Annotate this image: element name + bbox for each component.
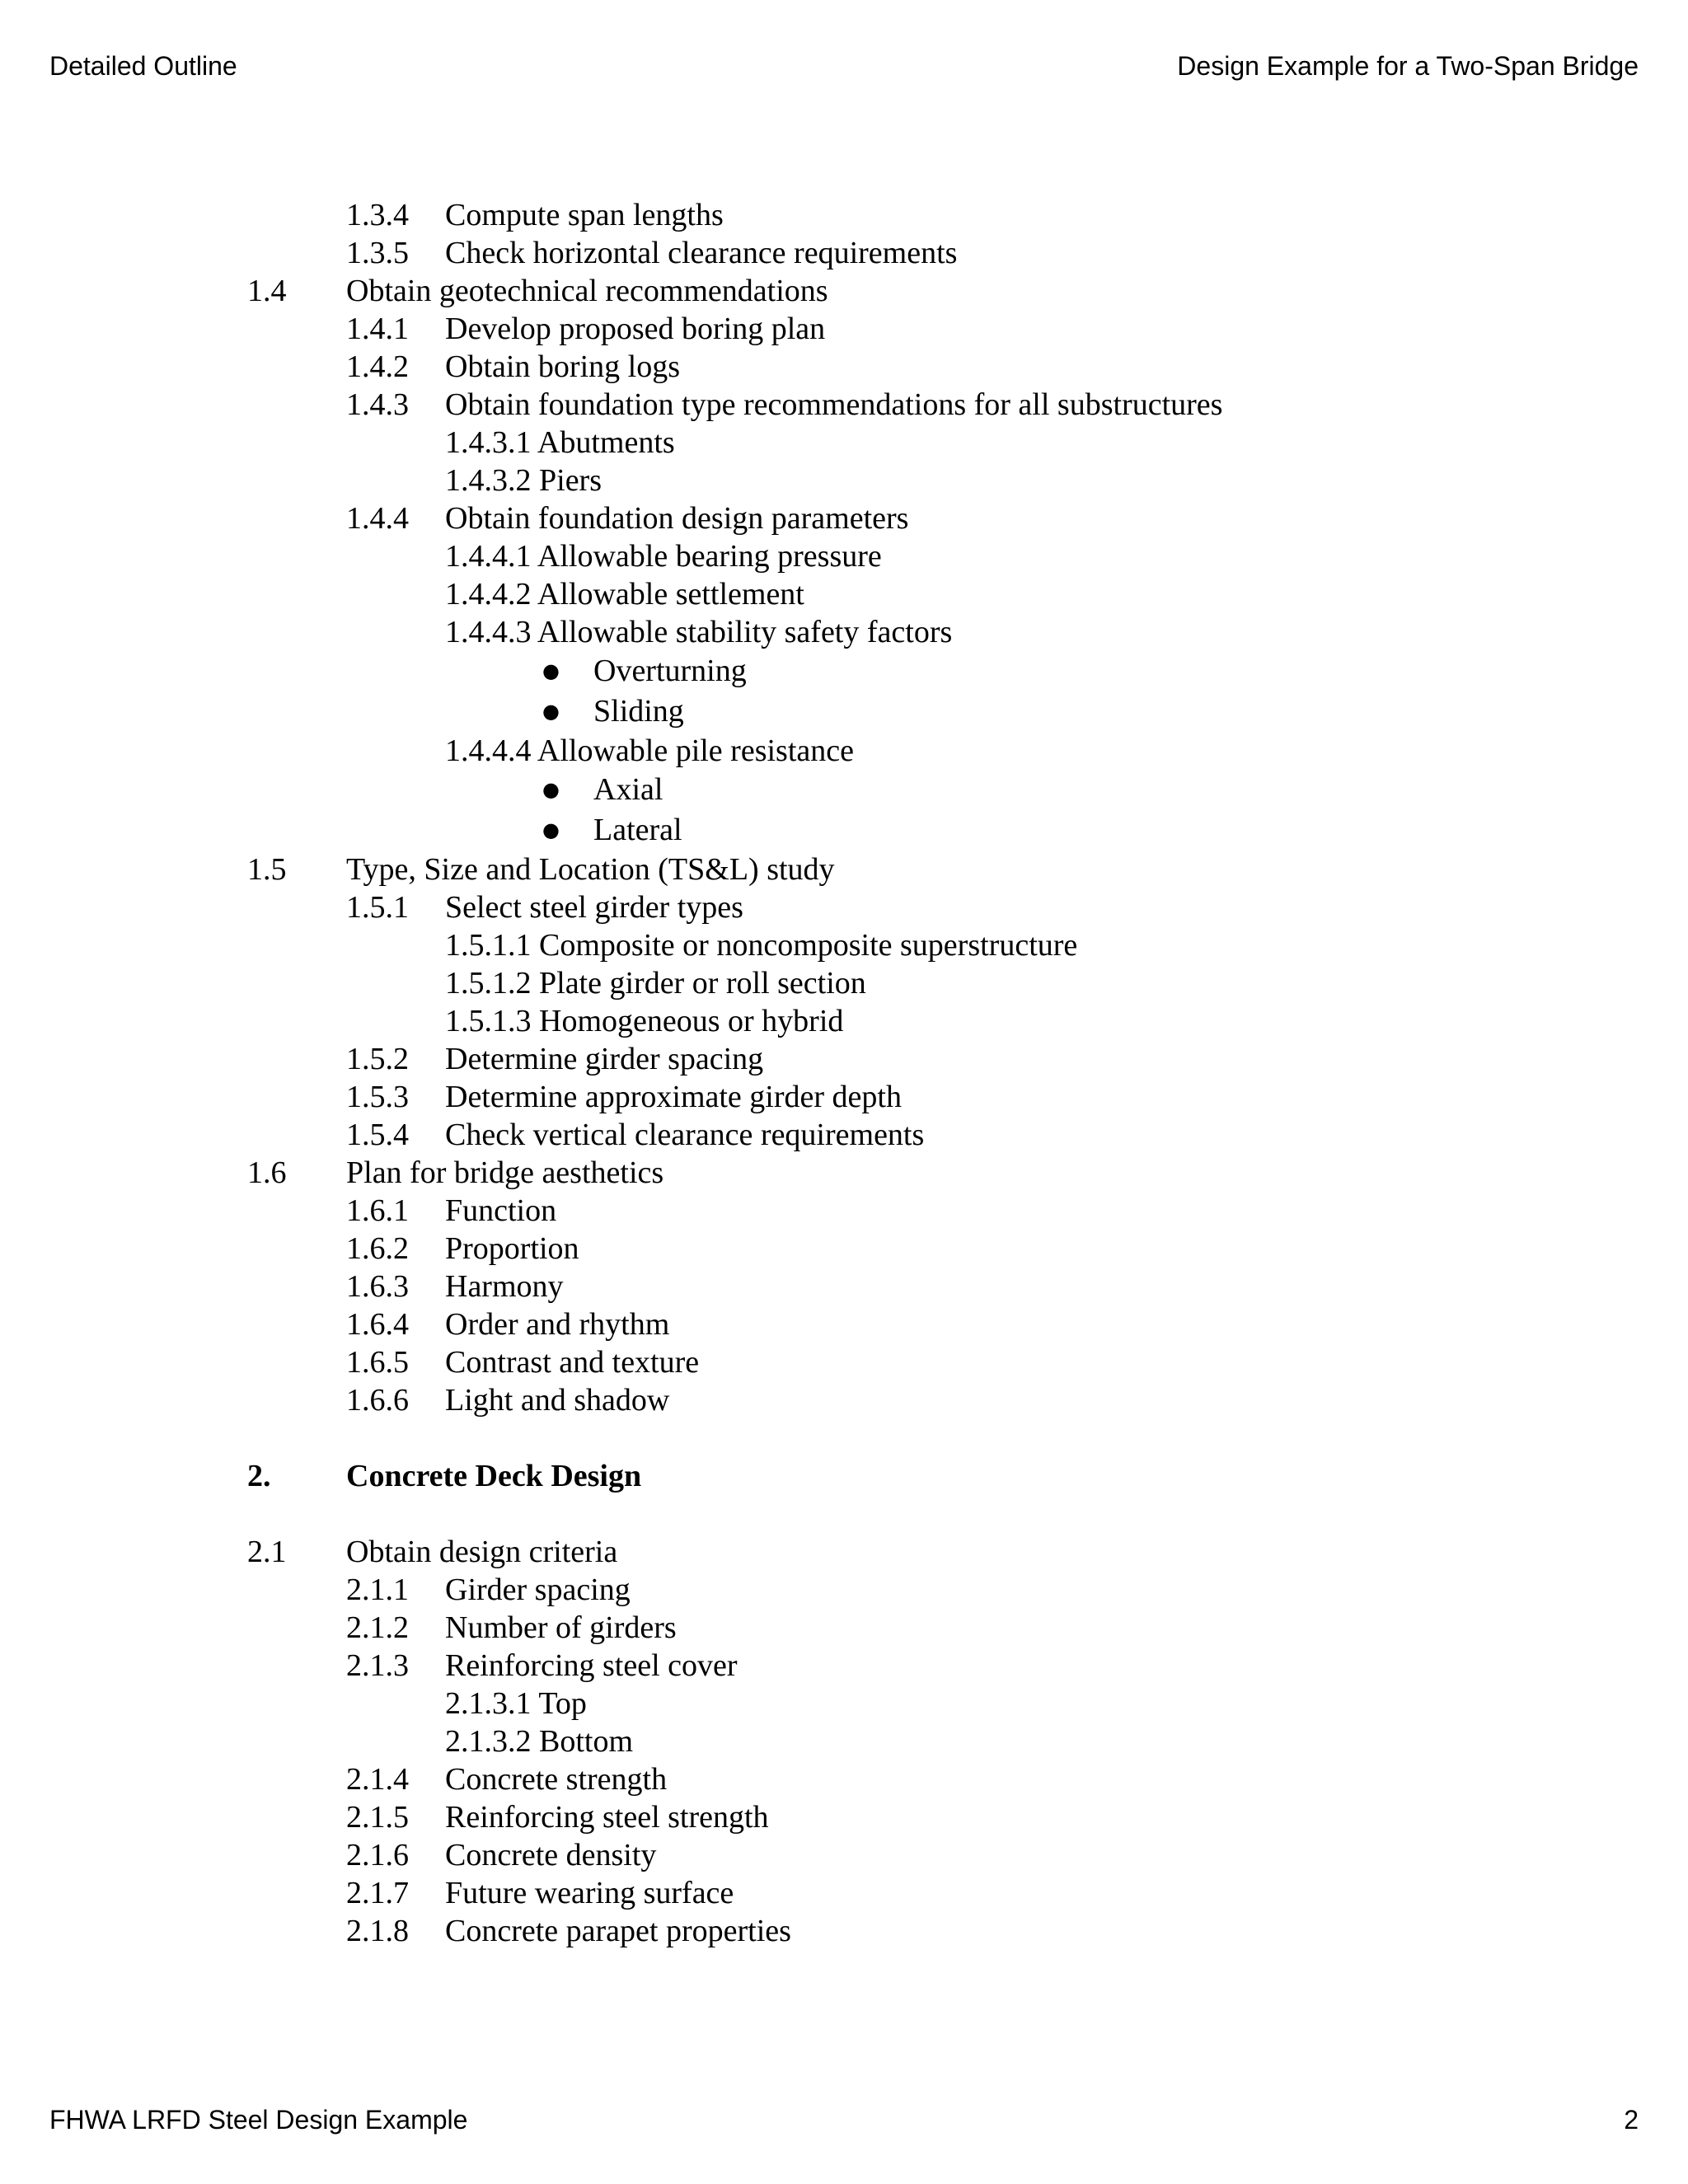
outline-item-l2: [0, 1192, 1688, 1230]
outline-text: Order and rhythm: [445, 1307, 670, 1342]
outline-item-l2: [0, 1609, 1688, 1647]
outline-text: Obtain design criteria: [346, 1535, 618, 1569]
outline-item-l3: [0, 424, 1688, 462]
outline-number: 1.6.5: [346, 1345, 409, 1380]
bullet-icon: ●: [542, 818, 560, 841]
outline-item-l2: [0, 348, 1688, 386]
header-right: Design Example for a Two-Span Bridge: [1177, 51, 1639, 81]
outline-item-l2: [0, 1571, 1688, 1609]
outline-item-l2: [0, 386, 1688, 424]
outline-item-l2: [0, 234, 1688, 272]
outline-item-l3: [0, 926, 1688, 964]
outline-text: Plan for bridge aesthetics: [346, 1155, 664, 1190]
outline-text: Reinforcing steel cover: [445, 1648, 738, 1683]
outline-text: Concrete strength: [445, 1762, 668, 1797]
outline-number: 1.4.3: [346, 387, 409, 422]
outline-item-l2: [0, 1647, 1688, 1685]
outline-text: Contrast and texture: [445, 1345, 700, 1380]
bullet-icon: ●: [542, 778, 560, 801]
outline-number: 1.6.2: [346, 1231, 409, 1266]
outline-item-l2: [0, 499, 1688, 537]
outline-item-l1: [0, 1154, 1688, 1192]
outline-number: 2.1.5: [346, 1800, 409, 1835]
outline-item-l3: [0, 1722, 1688, 1760]
footer-left: FHWA LRFD Steel Design Example: [49, 2105, 468, 2135]
outline-item-l2: [0, 1078, 1688, 1116]
outline-item-l3: [0, 575, 1688, 613]
section-heading: Concrete Deck Design: [346, 1459, 642, 1493]
outline-item-bullet: [0, 691, 1688, 732]
outline-item-l2: [0, 1305, 1688, 1343]
outline-number: 1.4.4: [346, 501, 409, 536]
outline-text: 2.1.3.1 Top: [445, 1686, 587, 1721]
outline-item-bullet: [0, 770, 1688, 810]
outline-item-l3: [0, 462, 1688, 499]
outline-text: 1.4.3.1 Abutments: [445, 425, 675, 460]
outline-number: 1.5.1: [346, 890, 409, 925]
outline-text: 1.5.1.2 Plate girder or roll section: [445, 966, 866, 1001]
outline-text: Proportion: [445, 1231, 579, 1266]
outline-item-l2: [0, 1798, 1688, 1836]
outline-item-l2: [0, 310, 1688, 348]
outline-item-l2: [0, 1343, 1688, 1381]
outline-number: 1.5.3: [346, 1080, 409, 1114]
outline-item-l2: [0, 1268, 1688, 1305]
outline-item-l3: [0, 537, 1688, 575]
outline-item-l2: [0, 1116, 1688, 1154]
outline-text: Select steel girder types: [445, 890, 743, 925]
outline-text: 1.4.4.3 Allowable stability safety factors: [445, 615, 953, 649]
outline-item-bullet: [0, 810, 1688, 851]
outline-item-l2: [0, 1381, 1688, 1419]
outline-number: 1.3.4: [346, 198, 409, 232]
outline-item-l3: [0, 964, 1688, 1002]
page-number: 2: [1624, 2105, 1639, 2135]
outline-number: 1.6.4: [346, 1307, 409, 1342]
bullet-text: Overturning: [593, 654, 747, 688]
outline-number: 1.6.1: [346, 1193, 409, 1228]
header-left: Detailed Outline: [49, 51, 237, 81]
bullet-text: Lateral: [593, 813, 682, 847]
outline-text: 1.5.1.3 Homogeneous or hybrid: [445, 1004, 844, 1038]
outline-item-l1: [0, 1533, 1688, 1571]
outline-text: Future wearing surface: [445, 1876, 734, 1910]
outline-number: 2.1.7: [346, 1876, 409, 1910]
outline-text: Check horizontal clearance requirements: [445, 236, 958, 270]
outline-text: Concrete density: [445, 1838, 657, 1872]
outline-text: 2.1.3.2 Bottom: [445, 1724, 634, 1759]
outline-item-l2: [0, 1874, 1688, 1912]
outline-text: Obtain foundation design parameters: [445, 501, 909, 536]
outline-text: Check vertical clearance requirements: [445, 1118, 925, 1152]
outline-text: Determine girder spacing: [445, 1042, 764, 1076]
outline-number: 1.5.4: [346, 1118, 409, 1152]
outline-text: 1.4.4.2 Allowable settlement: [445, 577, 804, 612]
bullet-text: Sliding: [593, 694, 684, 729]
outline-item-section: [0, 1419, 1688, 1533]
outline-text: Compute span lengths: [445, 198, 724, 232]
outline-text: Determine approximate girder depth: [445, 1080, 902, 1114]
outline-item-l2: [0, 1836, 1688, 1874]
outline-item-bullet: [0, 651, 1688, 691]
outline-text: Type, Size and Location (TS&L) study: [346, 852, 835, 887]
bullet-text: Axial: [593, 772, 663, 807]
outline-text: Reinforcing steel strength: [445, 1800, 769, 1835]
bullet-icon: ●: [542, 659, 560, 682]
outline-number: 1.4.1: [346, 312, 409, 346]
outline-text: Obtain foundation type recommendations for all substructures: [445, 387, 1223, 422]
outline-item-l1: [0, 272, 1688, 310]
outline-list: [0, 196, 1688, 1950]
outline-text: Number of girders: [445, 1610, 677, 1645]
outline-number: 2.1.8: [346, 1914, 409, 1948]
outline-text: Function: [445, 1193, 557, 1228]
bullet-icon: ●: [542, 700, 560, 723]
outline-number: 1.6.6: [346, 1383, 409, 1418]
outline-item-l3: [0, 1002, 1688, 1040]
outline-number: 2.1: [247, 1535, 287, 1569]
outline-number: 1.6.3: [346, 1269, 409, 1304]
outline-number: 2.1.4: [346, 1762, 409, 1797]
outline-text: Develop proposed boring plan: [445, 312, 826, 346]
outline-item-l2: [0, 1760, 1688, 1798]
outline-item-l3: [0, 732, 1688, 770]
outline-number: 1.5.2: [346, 1042, 409, 1076]
outline-text: Light and shadow: [445, 1383, 670, 1418]
outline-text: 1.4.4.4 Allowable pile resistance: [445, 733, 854, 768]
outline-number: 1.3.5: [346, 236, 409, 270]
outline-item-l1: [0, 851, 1688, 888]
outline-item-l3: [0, 613, 1688, 651]
outline-text: Obtain boring logs: [445, 349, 680, 384]
outline-text: Girder spacing: [445, 1572, 631, 1607]
outline-item-l2: [0, 1040, 1688, 1078]
outline-number: 1.5: [247, 852, 287, 887]
outline-text: 1.4.4.1 Allowable bearing pressure: [445, 539, 882, 574]
outline-number: 2.1.1: [346, 1572, 409, 1607]
outline-item-l3: [0, 1685, 1688, 1722]
outline-text: Concrete parapet properties: [445, 1914, 791, 1948]
outline-number: 1.4: [247, 274, 287, 308]
outline-item-l2: [0, 196, 1688, 234]
outline-number: 2.: [247, 1459, 271, 1493]
outline-number: 2.1.2: [346, 1610, 409, 1645]
outline-item-l2: [0, 1230, 1688, 1268]
outline-item-l2: [0, 1912, 1688, 1950]
outline-number: 1.6: [247, 1155, 287, 1190]
outline-item-l2: [0, 888, 1688, 926]
outline-number: 1.4.2: [346, 349, 409, 384]
outline-text: 1.4.3.2 Piers: [445, 463, 602, 498]
outline-number: 2.1.3: [346, 1648, 409, 1683]
outline-text: Obtain geotechnical recommendations: [346, 274, 828, 308]
outline-text: Harmony: [445, 1269, 564, 1304]
outline-text: 1.5.1.1 Composite or noncomposite superstructure: [445, 928, 1078, 963]
outline-number: 2.1.6: [346, 1838, 409, 1872]
